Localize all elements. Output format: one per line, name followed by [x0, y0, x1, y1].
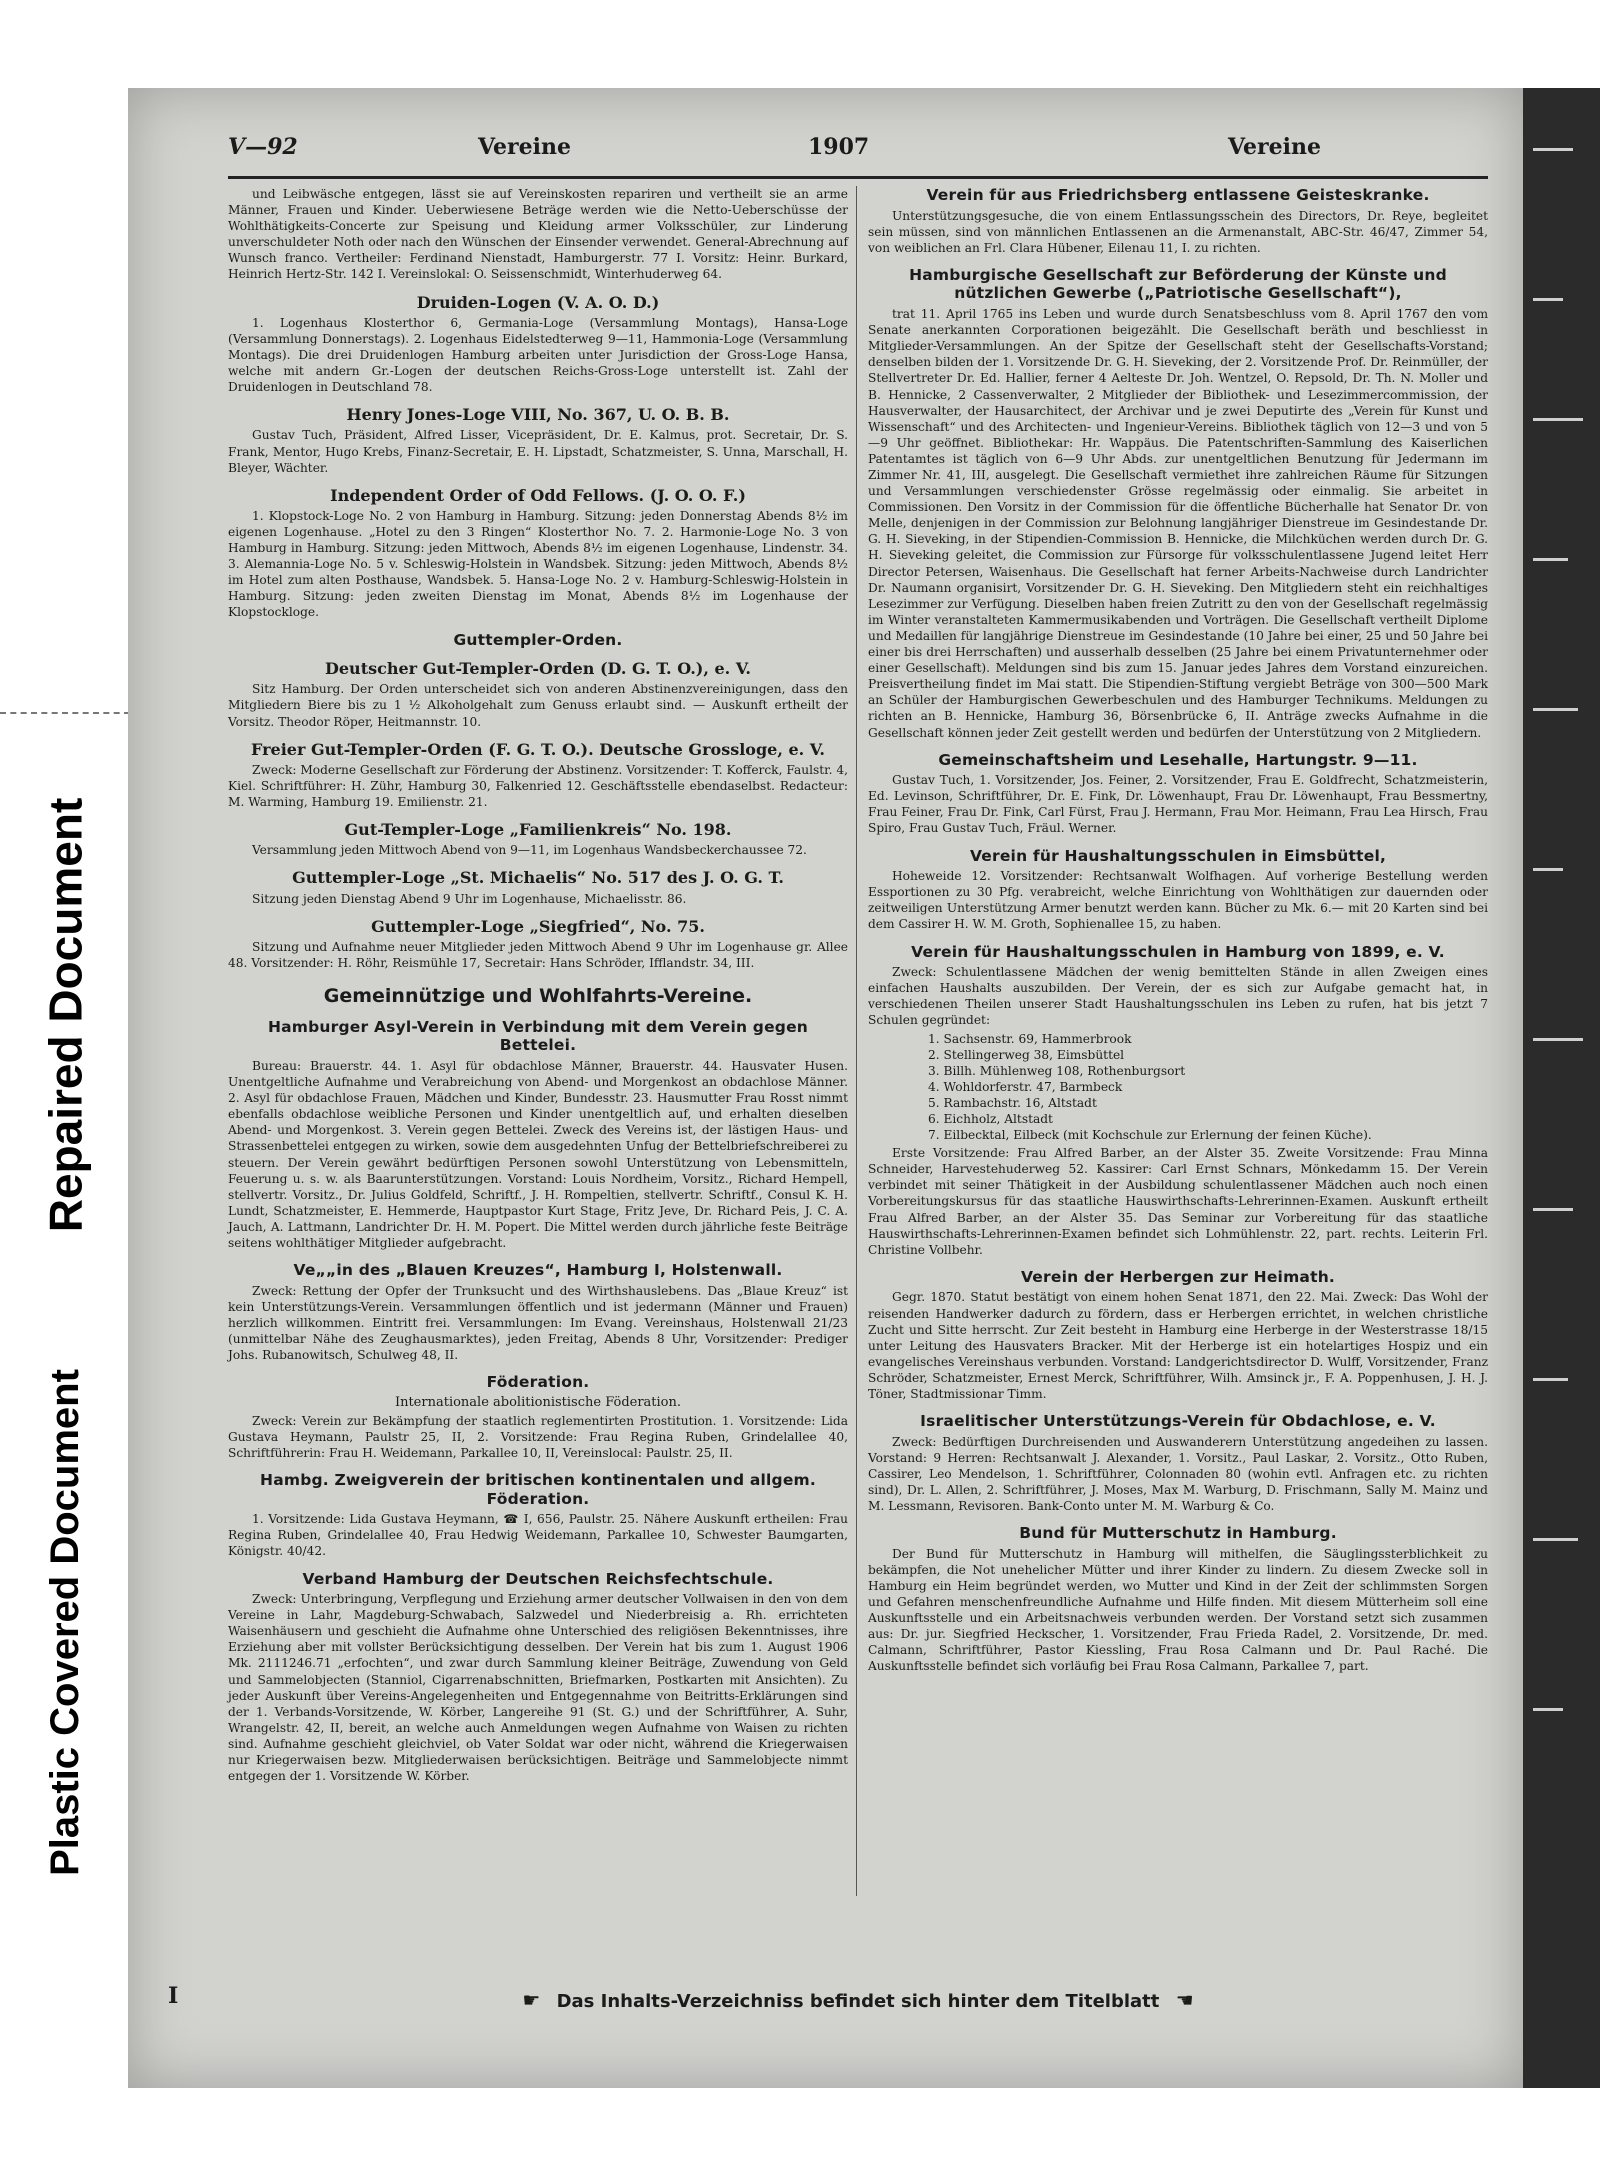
- entry-title: Hambg. Zweigverein der britischen kontinentalen und allgem. Föderation.: [260, 1471, 816, 1508]
- entry-text: Zweck: Schulentlassene Mädchen der wenig bemittelten Stände in allen Zweigen eines einfachen Haushalts auszubilden. Der Verein, der es sich zur Aufgabe gemacht hat, in verschiedenen Theilen unserer Stadt Haushaltungsschulen ins Leben zu rufen, hat bis jetzt 7 Schulen gegründet:: [868, 965, 1488, 1028]
- entry-title: Hamburgische Gesellschaft zur Beförderung der Künste und nützlichen Gewerbe („Patriotische Gesellschaft“),: [909, 265, 1447, 303]
- header-year: 1907: [808, 134, 870, 160]
- directory-entry: [228, 186, 848, 283]
- entry-text: Zweck: Moderne Gesellschaft zur Förderung der Abstinenz. Vorsitzender: T. Kofferck, Faulstr. 4, Kiel. Schriftführer: H. Zühr, Hamburg 30, Falkenried 12. Geschäftsstelle ebendaselbst. Redacteur: M. Warming, Hamburg 19. Emilienstr. 21.: [228, 762, 848, 809]
- school-list-item: 6. Eichholz, Altstadt: [928, 1111, 1053, 1126]
- entry-title: Henry Jones-Loge VIII, No. 367, U. O. B. B.: [346, 405, 730, 425]
- entry-title: Guttempler-Loge „Siegfried“, No. 75.: [371, 916, 705, 936]
- entry-title: Hamburger Asyl-Verein in Verbindung mit dem Verein gegen Bettelei.: [267, 1017, 809, 1055]
- entry-title: Verband Hamburg der Deutschen Reichsfechtschule.: [302, 1569, 774, 1588]
- entry-title: Druiden-Logen (V. A. O. D.): [416, 292, 660, 312]
- entry-text: Zweck: Bedürftigen Durchreisenden und Auswanderern Unterstützung angedeihen zu lassen. Vorstand: 9 Herren: Rechtsanwalt J. Alexander, 1. Vorsitz., Paul Laskar, 2. Vorsitz., Otto Ruben, Cassirer, Leo Mendelson, 1. Schriftführer, Colonnaden 80 (wohin evtl. Anfragen etc. zu richten sind), Dr. L. Allen, 2. Schriftführer, J. Moses, Max M. Warburg, D. Frischmann, Sally M. Mainz und M. Lessmann, Revisoren. Bank-Conto unter M. M. Warburg & Co.: [868, 1434, 1488, 1514]
- school-list-item: 2. Stellingerweg 38, Eimsbüttel: [928, 1047, 1125, 1062]
- directory-entry: [228, 293, 848, 396]
- directory-entry: [868, 1412, 1488, 1514]
- entry-title: Guttempler-Loge „St. Michaelis“ No. 517 des J. O. G. T.: [292, 868, 784, 888]
- dashed-divider-top: [0, 712, 130, 714]
- entry-text: Zweck: Rettung der Opfer der Trunksucht und des Wirthshauslebens. Das „Blaue Kreuz“ ist kein Unterstützungs-Verein. Versammlungen öffentlich und ist jedermann (Männer und Frauen) herzlich willkommen. Eintritt frei. Versammlungen: Im Evang. Vereinshaus, Holstenwall 21/23 (unmittelbar Nähe des Zeughausmarktes), jeden Freitag, Abends 8 Uhr, Vorsitzender: Prediger Johs. Rubanowitsch, Schulweg 48, II.: [228, 1283, 848, 1363]
- directory-entry: [868, 186, 1488, 256]
- school-list-item: 3. Billh. Mühlenweg 108, Rothenburgsort: [928, 1063, 1186, 1078]
- entry-title: Gemeinschaftsheim und Lesehalle, Hartungstr. 9—11.: [938, 750, 1418, 769]
- plastic-covered-text: Plastic Covered Document: [42, 1369, 87, 1876]
- entry-text: Gustav Tuch, Präsident, Alfred Lisser, Vicepräsident, Dr. E. Kalmus, prot. Secretair, Dr. S. Frank, Mentor, Hugo Krebs, Finanz-Secretair, E. H. Lipstadt, Schatzmeister, S. Unna, Marschall, H. Bleyer, Wächter.: [228, 428, 848, 475]
- entry-text-continued: Erste Vorsitzende: Frau Alfred Barber, an der Alster 35. Zweite Vorsitzende: Frau Minna Schneider, Harvestehuderweg 52. Kassirer: Carl Ernst Schnars, Mönkedamm 15. Der Verein verbindet mit seiner Thätigkeit in der Ausbildung schulentlassener Mädchen auch noch einen Vorbereitungskursus für das staatliche Hauswirthschafts-Lehrerinnen-Examen. Auskunft ertheilt Frau Alfred Barber, an der Alster 35. Das Seminar zur Vorbereitung für das staatliche Hauswirthschafts-Lehrerinnen-Examen befindet sich Lohmühlenstr. 22, part. rechts. Leiterin Frl. Christine Vollbehr.: [868, 1146, 1488, 1257]
- entry-text: Hoheweide 12. Vorsitzender: Rechtsanwalt Wolfhagen. Auf vorherige Bestellung werden Essportionen zu 30 Pfg. verabreicht, welche Einrichtung von Wohlthätigen zur dauernden oder zeitweiligen Unterstützung Armer benutzt werden kann. Bücher zu Mk. 6.— mit 20 Karten sind bei dem Cassirer H. W. M. Groth, Sophienallee 15, zu haben.: [868, 869, 1488, 932]
- directory-entry: [868, 943, 1488, 1258]
- entry-text: Sitzung jeden Dienstag Abend 9 Uhr im Logenhause, Michaelisstr. 86.: [252, 891, 687, 906]
- entry-text: trat 11. April 1765 ins Leben und wurde durch Senatsbeschluss vom 8. April 1767 den vom Senate anerkannten Corporationen beigezählt. Die Gesellschaft beräth und beschliesst in Mitglieder-Versammlungen. An der Spitze der Gesellschaft steht der Gesellschafts-Vorstand; denselben bilden der 1. Vorsitzende Dr. G. H. Sieveking, der 2. Vorsitzende Prof. Dr. Reinmüller, der Stellvertreter Dr. Ed. Hallier, ferner 4 Aelteste Dr. Joh. Wentzel, O. Repsold, Dr. Th. N. Moller und B. Hennicke, 2 Cassenverwalter, 2 Mitglieder der Bibliothek- und Lesezimmercommission, der Hausverwalter, der Hausarchitect, der Archivar und je zwei Deputirte des „Verein für Kunst und Wissenschaft“ und des Architecten- und Ingenieur-Vereins. Bibliothek täglich von 12—3 und von 5—9 Uhr geöffnet. Bibliothekar: Hr. Wappäus. Die Patentschriften-Sammlung des Kaiserlichen Patentamtes ist täglich von 6—9 Uhr Abds. zur unentgeltlichen Benutzung für Jedermann im Zimmer Nr. 41, III, ausgelegt. Die Gesellschaft vermiethet ihre zahlreichen Räume für Sitzungen und Versammlungen verschiedenster Grösse regelmässig oder einmalig. Sie arbeitet in Commissionen. Den Vorsitz in der Commission für die öffentliche Bücherhalle hat Senator Dr. von Melle, denjenigen in der Commission zur Belohnung langjähriger Dienstreue im Gesindestande Dr. G. H. Sieveking, in der Stipendien-Commission B. Hennicke, die Milchküchen werden durch Dr. G. H. Sieveking geleitet, die Commission zur Fürsorge für volksschulentlassene Jugend leitet Herr Director Petersen, Waisenhaus. Die Gesellschaft hat ferner Arbeits-Nachweise durch Landrichter Dr. Naumann organisirt, Vorsitzender Dr. G. H. Sieveking. Den Mitgliedern steht ein reichhaltiges Lesezimmer zur Verfügung. Dieselben haben freien Zutritt zu den von der Gesellschaft regelmässig im Winter veranstalteten Kammermusikabenden und Vorträgen. Die Gesellschaft vertheilt Diplome und Medaillen für langjährige Dienstreue im Gesindestande (10 Jahre bei einer, 25 und 50 Jahre bei einer bis drei Herrschaften) und ausserhalb desselben (25 Jahre bei einem Privatunternehmer oder einer Gesellschaft). Meldungen sind bis zum 15. Januar jedes Jahres dem Vorstand einzureichen. Preisvertheilung findet im Mai statt. Die Stipendien-Stiftung vergiebt Beträge von 300—500 Mark an Schüler der Hamburgischen Gewerbeschulen und des Hamburger Technikums. Meldungen zu richten an B. Hennicke, Hamburg 36, Börsenbrücke 6, II. Anträge zwecks Aufnahme in die Gesellschaft können jeder Zeit gestellt werden und bedürfen der Unterstützung von 2 Mitgliedern.: [868, 307, 1488, 740]
- directory-entry: [228, 820, 848, 858]
- page-number: V—92: [228, 134, 298, 160]
- entry-text: 1. Vorsitzende: Lida Gustava Heymann, ☎ I, 656, Paulstr. 25. Nähere Auskunft ertheilen: Frau Regina Ruben, Grindelallee 40, Frau Hedwig Weidemann, Parkallee 10, Schwester Baumgarten, Königstr. 40/42.: [228, 1512, 848, 1559]
- directory-entry: [868, 1268, 1488, 1402]
- entry-title: Deutscher Gut-Templer-Orden (D. G. T. O.), e. V.: [325, 659, 751, 679]
- school-list-item: 5. Rambachstr. 16, Altstadt: [928, 1095, 1097, 1110]
- entry-title: Guttempler-Orden.: [453, 630, 623, 649]
- entry-text: Sitz Hamburg. Der Orden unterscheidet sich von anderen Abstinenzvereinigungen, dass den Mitgliedern Biere bis zu 1 ½ Alkoholgehalt zum Genuss erlaubt sind. — Auskunft ertheilt der Vorsitz. Theodor Röper, Heitmannstr. 10.: [228, 682, 848, 729]
- directory-entry: [228, 486, 848, 621]
- entry-title: Gemeinnützige und Wohlfahrts-Vereine.: [323, 985, 753, 1007]
- entry-title: Israelitischer Unterstützungs-Verein für Obdachlose, e. V.: [920, 1412, 1436, 1431]
- entry-title: Verein für Haushaltungsschulen in Hamburg von 1899, e. V.: [911, 942, 1445, 961]
- footer-text: Das Inhalts-Verzeichniss befindet sich hinter dem Titelblatt: [556, 1991, 1160, 2012]
- left-column: [228, 186, 848, 1794]
- entry-text: Unterstützungsgesuche, die von einem Entlassungsschein des Directors, Dr. Reye, begleitet sein müssen, sind von männlichen Entlassenen an die Armenanstalt, ABC-Str. 46/47, Zimmer 54, von weiblichen an Frl. Clara Hübener, Eilenau 11, I. zu richten.: [868, 208, 1488, 255]
- repaired-document-text: Repaired Document: [39, 797, 91, 1233]
- entry-text: Zweck: Verein zur Bekämpfung der staatlich reglementirten Prostitution. 1. Vorsitzende: Lida Gustava Heymann, Paulstr 25, II, 2. Vorsitzende: Frau Regina Ruben, Grindelallee 40, Schriftführerin: Frau H. Weidemann, Parkallee 10, II, Vereinslocal: Paulstr. 25, II.: [228, 1413, 848, 1460]
- directory-entry: [228, 917, 848, 971]
- scanned-page: [128, 88, 1523, 2088]
- header-left-title: Vereine: [478, 134, 571, 160]
- directory-entry: [868, 1524, 1488, 1674]
- page-footer: [228, 1988, 1488, 2012]
- directory-entry: [228, 1570, 848, 1785]
- page-header: [228, 134, 1488, 174]
- header-rule: [228, 176, 1488, 179]
- entry-title: Verein der Herbergen zur Heimath.: [1020, 1267, 1336, 1286]
- entry-text: Zweck: Unterbringung, Verpflegung und Erziehung armer deutscher Vollwaisen in den von dem Vereine in Lahr, Magdeburg-Schwabach, Salzwedel und Niederbreisig a. Rh. errichteten Waisenhäusern und geschieht die Aufnahme ohne Unterschied des religiösen Bekenntnisses, ihre Erziehung aber mit vollster Berücksichtigung desselben. Der Verein hat bis zum 1. August 1906 Mk. 2111246.71 „erfochten“, und zwar durch Sammlung kleiner Beiträge, Zuwendung von Geld und Sammelobjecten (Stanniol, Cigarrenabschnitten, Briefmarken, Postkarten mit Ansichten). Zu jeder Auskunft über Vereins-Angelegenheiten und Entgegennahme von Beitritts-Erklärungen sind der 1. Verbands-Vorsitzende, W. Körber, Langereihe 91 (St. G.) und der Schriftführer, A. Suhr, Wrangelstr. 42, II, bereit, an welche auch Anmeldungen wegen Aufnahme von Waisen zu richten sind. Aufnahme geschieht gleichviel, ob Vater Soldat war oder nicht, während die Kriegerwaisen nur Kriegerwaisen bezw. Mitgliederwaisen berücksichtigen. Beiträge und Sammelobjecte nimmt entgegen der 1. Vorsitzende W. Körber.: [228, 1592, 848, 1784]
- school-list-item: 4. Wohldorferstr. 47, Barmbeck: [928, 1079, 1123, 1094]
- entry-text: Gustav Tuch, 1. Vorsitzender, Jos. Feiner, 2. Vorsitzender, Frau E. Goldfrecht, Schatzmeisterin, Ed. Levinson, Schriftführer, Dr. E. Fink, Dr. Löwenhaupt, Frau Dr. Löwenhaupt, Frau Bessmertny, Frau Feiner, Frau Dr. Fink, Carl Fürst, Frau J. Hermann, Frau Mor. Heimann, Frau Lea Hirsch, Frau Spiro, Frau Gustav Tuch, Fräul. Werner.: [868, 773, 1488, 836]
- directory-entry: [868, 266, 1488, 741]
- entry-title: Föderation.: [486, 1373, 590, 1392]
- entry-title: Verein für Haushaltungsschulen in Eimsbüttel,: [969, 846, 1387, 865]
- directory-entry: [228, 659, 848, 729]
- entry-title: Ve„„in des „Blauen Kreuzes“, Hamburg I, Holstenwall.: [293, 1261, 783, 1280]
- adjacent-page-edge: [1523, 88, 1600, 2088]
- repaired-document-label: [0, 725, 130, 1305]
- directory-entry: [228, 1373, 848, 1461]
- pointing-hand-right-icon: ☚: [1175, 1988, 1194, 2012]
- pointing-hand-left-icon: ☛: [522, 1988, 541, 2012]
- entry-subtitle: Internationale abolitionistische Föderation.: [394, 1394, 682, 1410]
- directory-entry: [868, 847, 1488, 933]
- entry-title: Verein für aus Friedrichsberg entlassene Geisteskranke.: [926, 186, 1430, 204]
- school-list-item: 1. Sachsenstr. 69, Hammerbrook: [928, 1031, 1132, 1046]
- directory-entry: [228, 985, 848, 1008]
- directory-entry: [868, 751, 1488, 837]
- entry-text: 1. Logenhaus Klosterthor 6, Germania-Loge (Versammlung Montags), Hansa-Loge (Versammlung Donnerstags). 2. Logenhaus Eidelstedterweg 9—11, Hammonia-Loge (Versammlung Montags). Die drei Druidenlogen Hamburg arbeiten unter Jurisdiction der Gross-Loge Hansa, welche mit andern Gr.-Logen der deutschen Reichs-Gross-Loge unterstellt ist. Zahl der Druidenlogen in Deutschland 78.: [228, 315, 848, 395]
- entry-text: Gegr. 1870. Statut bestätigt von einem hohen Senat 1871, den 22. Mai. Zweck: Das Wohl der reisenden Handwerker dadurch zu fördern, dass er Herbergen errichtet, in welchen christliche Zucht und Sitte herrscht. Zur Zeit besteht in Hamburg eine Herberge in der Westerstrasse 18/15 unter Leitung des Hausvaters Bracker. Mit der Herberge ist ein hotelartiges Hospiz und ein evangelisches Vereinshaus verbunden. Vorstand: Landgerichtsdirector D. Wulff, Vorsitzender, Franz Schröder, Schatzmeister, Ernest Merck, Schriftführer, Wilh. Amsinck jr., F. A. Poppenhusen, J. H. J. Töner, Stadtmissionar Timm.: [868, 1290, 1488, 1401]
- directory-entry: [228, 631, 848, 650]
- plastic-covered-label: [0, 1350, 130, 1895]
- entry-text: und Leibwäsche entgegen, lässt sie auf Vereinskosten repariren und vertheilt sie an arme Männer, Frauen und Kinder. Ueberwiesene Beträge werden wie die Netto-Ueberschüsse der Wohlthätigkeits-Concerte zur Speisung und Kleidung armer Volksschüler, zur Linderung unverschuldeter Noth oder nach den Wünschen der Einsender verwendet. General-Abrechnung auf Wunsch franco. Vertheiler: Ferdinand Nienstadt, Hamburgerstr. 77 I. Vorsitz: Heinr. Burkard, Heinrich Hertz-Str. 142 I. Vereinslokal: O. Seissenschmidt, Winterhuderweg 64.: [228, 187, 848, 282]
- entry-text: Bureau: Brauerstr. 44. 1. Asyl für obdachlose Männer, Brauerstr. 44. Hausvater Husen. Unentgeltliche Aufnahme und Verabreichung von Abend- und Morgenkost an obdachlose Männer. 2. Asyl für obdachlose Frauen, Mädchen und Kinder, Bundesstr. 23. Hausmutter Frau Rosst nimmt ebenfalls obdachlose weibliche Personen und Kinder unentgeltlich auf, und erhalten dieselben Abend- und Morgenkost. 3. Verein gegen Bettelei. Zweck des Vereins ist, der lästigen Haus- und Strassenbettelei entgegen zu wirken, sowie dem ausgedehnten Unfug der Bettelbriefschreiberei zu steuern. Der Verein gewährt bedürftigen Personen sowohl Unterstützung von Lebensmitteln, Feuerung u. s. w. als Baarunterstützungen. Vorstand: Louis Nordheim, Vorsitz., Richard Hempell, stellvertr. Vorsitz., Dr. Julius Goldfeld, Schriftf., J. H. Rompeltien, stellvertr. Schriftf., Consul K. H. Lundt, Schatzmeister, E. Hemmerde, Hauptpastor Kurt Stage, Fritz Jeve, Dr. Richard Peis, J. C. A. Jauch, A. Lattmann, Landrichter Dr. H. M. Popert. Die Mittel werden durch jährliche feste Beiträge seitens wohlthätiger Mitglieder aufgebracht.: [228, 1058, 848, 1251]
- directory-entry: [228, 1471, 848, 1559]
- school-list-item: 7. Eilbecktal, Eilbeck (mit Kochschule zur Erlernung der feinen Küche).: [928, 1128, 1372, 1143]
- directory-entry: [228, 868, 848, 906]
- directory-entry: [228, 405, 848, 475]
- entry-text: Versammlung jeden Mittwoch Abend von 9—11, im Logenhaus Wandsbeckerchaussee 72.: [252, 843, 807, 858]
- header-right-title: Vereine: [1228, 134, 1321, 160]
- entry-text: Der Bund für Mutterschutz in Hamburg will mithelfen, die Säuglingssterblichkeit zu bekämpfen, die Not unehelicher Mütter und ihrer Kinder zu lindern. Zu diesem Zwecke soll in Hamburg ein Heim begründet werden, wo Mutter und Kind in der Zeit der schlimmsten Sorgen und Gefahren menschenfreundliche Aufnahme und Hilfe finden. Mit diesem Mütterheim soll eine Auskunftsstelle und ein Arbeitsnachweis verbunden werden. Der Vorstand setzt sich zusammen aus: Dr. jur. Siegfried Heckscher, 1. Vorsitzender, Frau Frieda Radel, 2. Vorsitzende, Dr. med. Calmann, Schriftführer, Pastor Kiessling, Frau Rosa Calmann und Dr. Paul Raché. Die Auskunftsstelle befindet sich vorläufig bei Frau Rosa Calmann, Parkallee 7, part.: [868, 1546, 1488, 1674]
- entry-title: Gut-Templer-Loge „Familienkreis“ No. 198.: [344, 820, 732, 840]
- entry-text: 1. Klopstock-Loge No. 2 von Hamburg in Hamburg. Sitzung: jeden Donnerstag Abends 8½ im eigenen Logenhause. „Hotel zu den 3 Ringen“ Klosterthor No. 7. 2. Harmonie-Loge No. 3 von Hamburg in Hamburg. Sitzung: jeden Mittwoch, Abends 8½ im eigenen Logenhause, Lindenstr. 34. 3. Alemannia-Loge No. 5 v. Schleswig-Holstein in Wandsbek. Sitzung: jeden Mittwoch, Abends 8½ im Hotel zum alten Posthause, Wandsbek. 5. Hansa-Loge No. 2 v. Hamburg-Schleswig-Holstein in Hamburg. Sitzung: jeden zweiten Dienstag im Monat, Abends 8½ im Logenhause der Klopstockloge.: [228, 508, 848, 620]
- directory-entry: [228, 740, 848, 810]
- page-mark: I: [168, 1983, 179, 2009]
- directory-entry: [228, 1018, 848, 1251]
- entry-title: Independent Order of Odd Fellows. (J. O. O. F.): [330, 485, 746, 505]
- right-column: [868, 186, 1488, 1684]
- directory-entry: [228, 1261, 848, 1363]
- entry-title: Bund für Mutterschutz in Hamburg.: [1019, 1524, 1337, 1543]
- school-list: [868, 1031, 1488, 1144]
- entry-title: Freier Gut-Templer-Orden (F. G. T. O.). Deutsche Grossloge, e. V.: [251, 739, 825, 759]
- entry-text: Sitzung und Aufnahme neuer Mitglieder jeden Mittwoch Abend 9 Uhr im Logenhause gr. Allee 48. Vorsitzender: H. Röhr, Reismühle 17, Secretair: Hans Schröder, Ifflandstr. 34, III.: [228, 939, 848, 970]
- column-divider: [856, 186, 857, 1896]
